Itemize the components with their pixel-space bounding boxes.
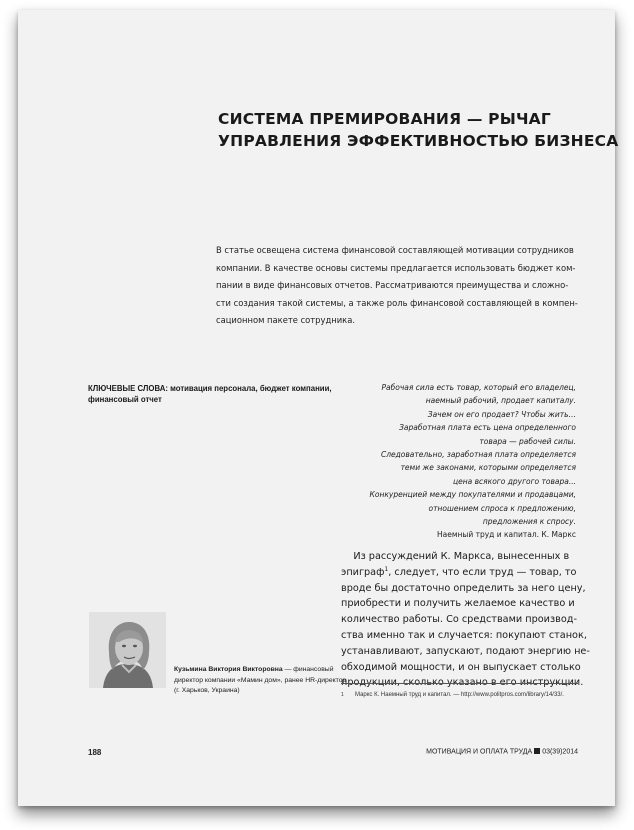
keywords [88, 383, 343, 405]
body-line-text: , следует, что если труд — товар, то [388, 566, 577, 578]
author-role: — финансовый [282, 666, 334, 673]
epigraph-line: Конкуренцией между покупателями и продавцами, [369, 490, 576, 500]
abstract [216, 242, 576, 330]
author-info [174, 665, 347, 697]
footnote-divider [341, 683, 578, 684]
page-number: 188 [88, 748, 102, 757]
footnote-number: 1 [341, 692, 344, 698]
epigraph-source: Наемный труд и капитал. К. Маркс [437, 530, 576, 540]
body-line: приобрести и получить желаемое качество и [341, 598, 575, 610]
abstract-line: сационном пакете сотрудника. [216, 315, 356, 325]
author-line: директор компании «Мамин дом», ранее HR-директор [174, 676, 347, 684]
body-line: количество работы. Со средствами производ- [341, 614, 577, 626]
author-name: Кузьмина Виктория Викторовна [174, 666, 283, 673]
epigraph-line: Следовательно, заработная плата определяется [380, 450, 576, 460]
journal-issue: 03(39)2014 [542, 748, 578, 756]
epigraph [318, 381, 576, 542]
article-title [218, 108, 619, 152]
footnote [341, 692, 591, 698]
epigraph-line: Зачем он его продает? Чтобы жить… [427, 409, 576, 419]
epigraph-line: отношением спроса к предложению, [428, 503, 576, 513]
abstract-line: сти создания такой системы, а также роль финансовой составляющей в компен- [216, 297, 578, 308]
journal-name: МОТИВАЦИЯ И ОПЛАТА ТРУДА [426, 748, 533, 756]
body-text [341, 549, 590, 691]
epigraph-line: предложения к спросу. [482, 517, 576, 527]
author-line: (г. Харьков, Украина) [174, 687, 240, 694]
body-line: продукции, сколько указано в его инструкции. [341, 677, 584, 689]
body-line: вроде бы достаточно определить за него цену, [341, 582, 586, 594]
author-line [174, 665, 344, 676]
epigraph-line: наемный рабочий, продает капиталу. [425, 396, 576, 406]
epigraph-line: товара — рабочей силы. [479, 436, 576, 446]
journal-footer [418, 748, 578, 756]
body-line-text: эпиграф [341, 566, 385, 578]
abstract-line: компании. В качестве основы системы предлагается использовать бюджет ком- [216, 262, 576, 273]
footnote-text[interactable]: Маркс К. Наемный труд и капитал. — http://www.politpros.com/library/14/33/. [355, 692, 564, 698]
square-bullet-icon [534, 748, 540, 754]
epigraph-line: цена всякого другого товара... [453, 476, 576, 486]
epigraph-line: теми же законами, которыми определяется [400, 463, 576, 473]
body-line: устанавливают, запускают, подают энергию не- [341, 645, 590, 657]
body-line: ства именно так и случается: покупают станок, [341, 629, 587, 641]
body-line [341, 549, 586, 565]
author-photo [89, 612, 166, 688]
title-line: УПРАВЛЕНИЯ ЭФФЕКТИВНОСТЬЮ БИЗНЕСА [218, 132, 619, 150]
abstract-line: пании в виде финансовых отчетов. Рассматриваются преимущества и сложно- [216, 280, 569, 290]
epigraph-line: Заработная плата есть цена определенного [399, 423, 576, 433]
epigraph-line: Рабочая сила есть товар, который его владелец, [381, 383, 576, 392]
keywords-line: финансовый отчет [88, 395, 162, 404]
body-line-text: Из рассуждений К. Маркса, вынесенных в [353, 551, 570, 562]
abstract-line: В статье освещена система финансовой составляющей мотивации сотрудников [216, 245, 574, 255]
body-line: обходимой мощности, и он выпускает столько [341, 661, 581, 673]
body-line [341, 565, 586, 581]
author-portrait-image [89, 612, 166, 688]
keywords-line: КЛЮЧЕВЫЕ СЛОВА: мотивация персонала, бюджет компании, [88, 384, 332, 393]
footnote-ref[interactable]: 1 [384, 565, 389, 573]
magazine-page [18, 10, 619, 806]
title-line: СИСТЕМА ПРЕМИРОВАНИЯ — РЫЧАГ [218, 110, 551, 128]
